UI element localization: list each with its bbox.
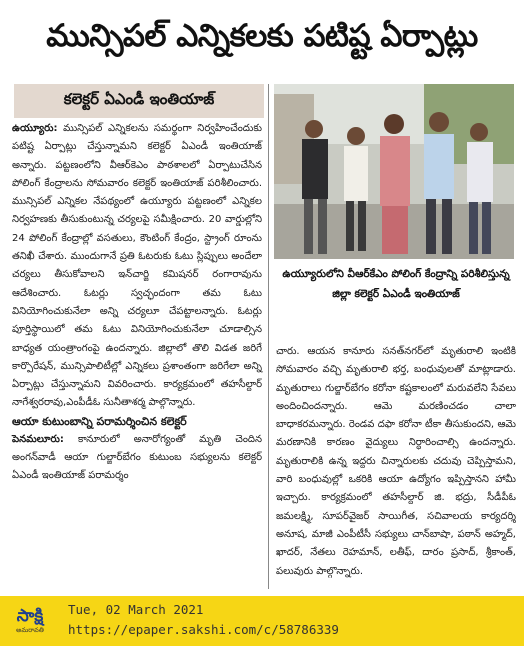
page-title: మున్సిపల్ ఎన్నికలకు పటిష్ట ఏర్పాట్లు bbox=[46, 17, 478, 54]
dateline: ఉయ్యూరు: bbox=[12, 123, 58, 134]
subheadline-banner: కలెక్టర్ ఏఎండీ ఇంతియాజ్ bbox=[14, 84, 264, 118]
article-paragraph-1 bbox=[12, 120, 262, 413]
logo-edition: అమరావతి bbox=[16, 625, 44, 634]
sakshi-logo bbox=[6, 600, 54, 640]
paragraph-text-2: కానూరులో అనారోగ్యంతో మృతి చెందిన అంగన్‌వాడీ ఆయా గుల్జార్‌బేగం కుటుంబ సభ్యులను కలెక్టర్ ఏఎండీ ఇంతియాజ్ పరామర్శం bbox=[12, 433, 262, 482]
article-right-column bbox=[276, 343, 516, 581]
source-url[interactable]: https://epaper.sakshi.com/c/58786339 bbox=[68, 622, 339, 637]
paragraph-text: మున్సిపల్ ఎన్నికలను సమర్థంగా నిర్వహించేందుకు పటిష్ట ఏర్పాట్లు చేస్తున్నామని కలెక్టర్ ఏఎండీ ఇంతియాజ్ అన్నారు. పట్టణంలోని వీఆర్‌కెఎం పాఠశాలలో ఏర్పాటుచేసిన పోలింగ్ కేంద్రాలను సోమవారం కలెక్టర్ ఇంతియాజ్ పరిశీలించారు. మున్సిపల్ ఎన్నికల నేపథ్యంలో ఉయ్యూరు పట్టణంలో ఎన్నికల నిర్వహణకు తీసుకుంటున్న చర్యలపై సమీక్షించారు. 20 వార్డుల్లోని 24 పోలింగ్ కేంద్రాల్లో వసతులు, కౌంటింగ్ కేంద్రం, స్ట్రాంగ్ రూంను తనిఖీ చేశారు. ముందుగానే ప్రతి ఓటరుకు ఓటు స్లిప్పులు అందేలా చర్యలు తీసుకోవాలని ఇన్‌చార్జి కమిషనర్ రంగారావును ఆదేశించారు. ఓటర్లు స్వచ్ఛందంగా తమ ఓటు వినియోగించుకునేలా అన్ని చర్యలూ చేపట్టాలన్నారు. ఓటర్లు పూర్తిస్థాయిలో తమ ఓటు వినియోగించుకునేలా చూడాల్సిన బాధ్యత యంత్రాంగంపై ఉందన్నారు. జిల్లాలో తొలి విడత జరిగే కార్పొరేషన్, మున్సిపాలిటీల్లో ఎన్నికలు ప్రశాంతంగా జరిగేలా అన్ని ఏర్పాట్లు చేస్తున్నామని వివరించారు. కార్యక్రమంలో తహసీల్దార్ నాగేశ్వరరావు,ఎంపీడీఓ సునీతాశర్మ పాల్గొన్నారు. bbox=[12, 123, 262, 409]
column-divider bbox=[268, 84, 269, 589]
section-heading: ఆయా కుటుంబాన్ని పరామర్శించిన కలెక్టర్ bbox=[12, 414, 187, 428]
article-paragraph-2 bbox=[12, 431, 262, 486]
news-photo bbox=[274, 84, 514, 259]
article-paragraph-3: చారు. ఆయన కానూరు సనత్‌నగర్‌లో మృతురాలి ఇంటికి సోమవారం వచ్చి మృతురాలి భర్త, బంధువులతో మాట్లాడారు. మృతురాలు గుల్జార్‌బేగం కరోనా కష్టకాలంలో మరువలేని సేవలు అందించిందన్నారు. ఆమె మరణించడం చాలా బాధాకరమన్నారు. రెండవ దఫా కరోనా టీకా తీసుకుందని, ఆమె మరణానికి కారణం వైద్యులు నిర్ధారించాల్సి ఉందన్నారు. మృతురాలికి ఉన్న ఇద్దరు చిన్నారులకు చదువు చెప్పిస్తామని, వారి బంధువుల్లో ఒకరికి ఆయా ఉద్యోగం ఇప్పిస్తానని హామీ ఇచ్చారు. కార్యక్రమంలో తహసీల్దార్ జి. భద్రు, సీడీపీఓ జమలక్ష్మి, సూపర్‌వైజర్ సాయిగీత, సచివాలయ కార్యదర్శి అనూష, మాజీ ఎంపీటీసీ సభ్యులు చాన్‌బాషా, పఠాన్ అహ్మద్, ఖాదర్, నేతలు రెహమాన్, లతీఫ్, దారం ప్రసాద్, శ్రీకాంత్, పలువురు పాల్గొన్నారు. bbox=[276, 346, 516, 577]
publication-date: Tue, 02 March 2021 bbox=[68, 602, 204, 617]
photo-caption: ఉయ్యూరులోని వీఆర్‌కేఎం పోలింగ్ కేంద్రాన్ని పరిశీలిస్తున్న జిల్లా కలెక్టర్ ఏఎండీ ఇంతియాజ్ bbox=[282, 268, 510, 300]
article-left-column bbox=[12, 120, 262, 486]
footer-bar bbox=[0, 596, 524, 646]
photo-illustration bbox=[274, 84, 514, 259]
logo-text: సాక్షి bbox=[16, 605, 44, 626]
dateline-2: పెనమలూరు: bbox=[12, 433, 64, 445]
